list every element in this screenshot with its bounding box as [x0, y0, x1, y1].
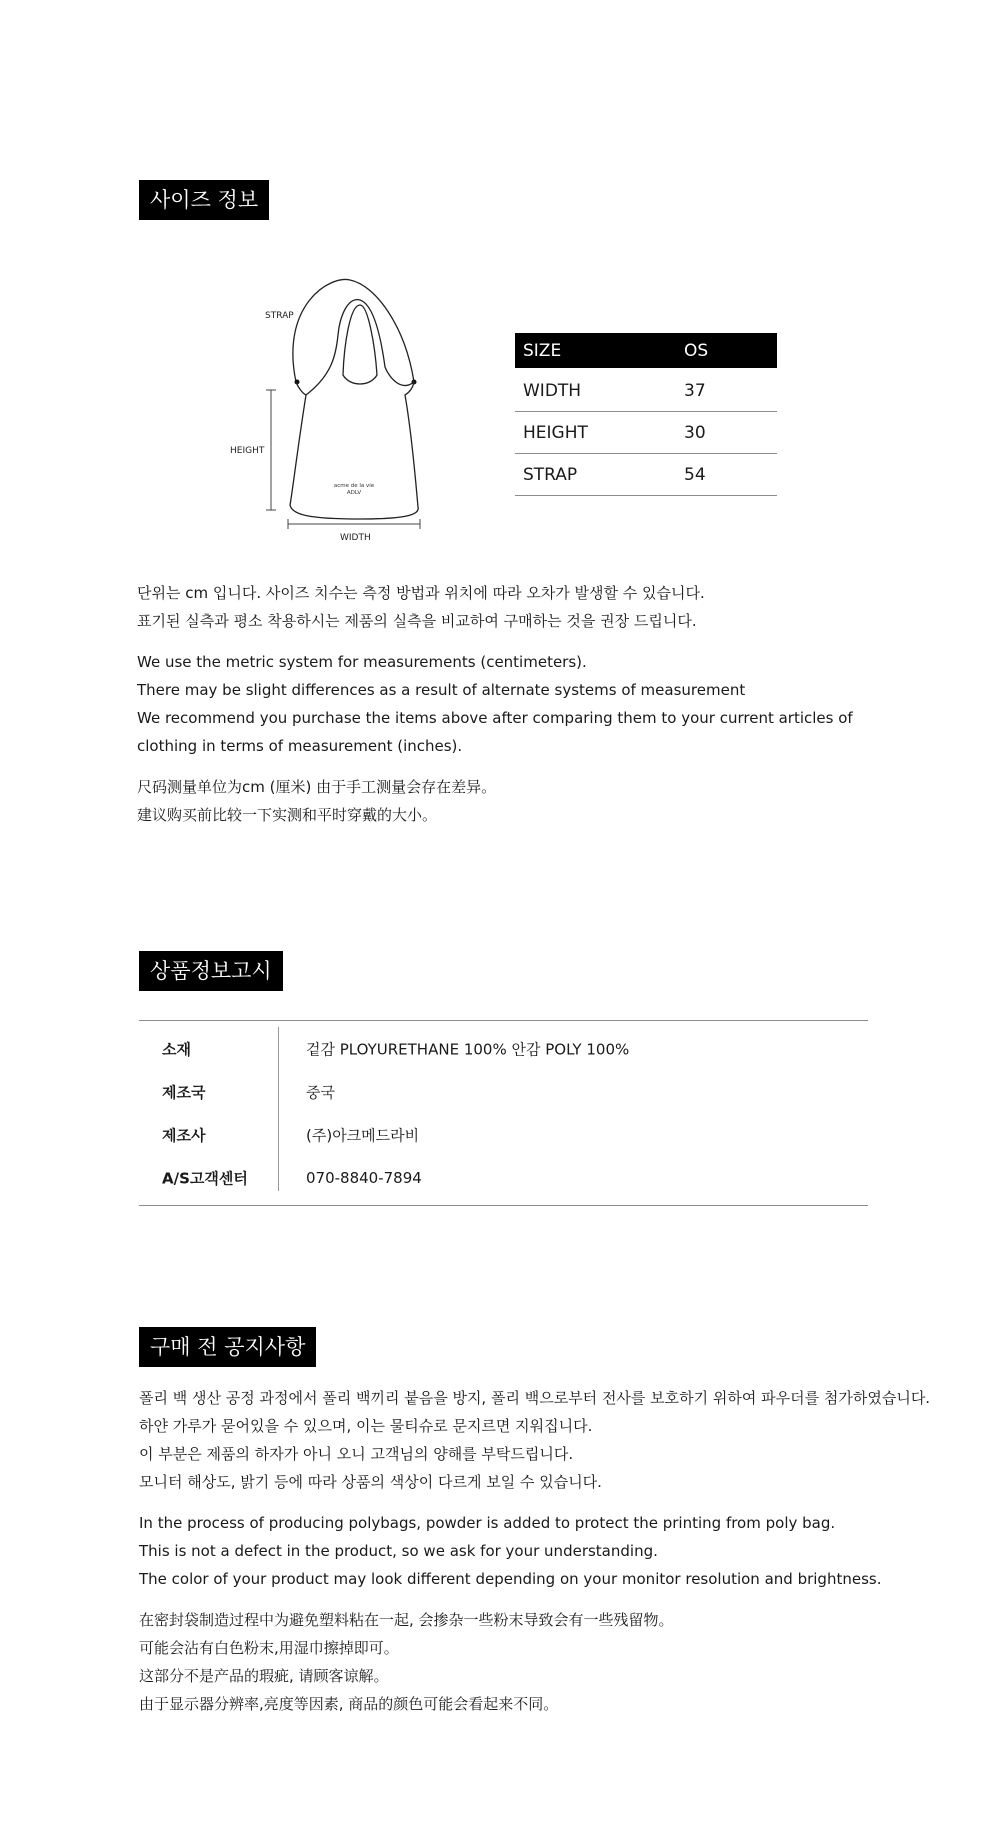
size-row-value: 54	[684, 464, 706, 485]
size-row-value: 30	[684, 422, 706, 443]
info-key: 제조국	[162, 1083, 206, 1101]
purchase-notes-en	[139, 1509, 881, 1593]
size-notes-en	[137, 648, 853, 760]
width-label: WIDTH	[340, 533, 371, 543]
size-row-strap	[515, 454, 777, 496]
size-info-heading: 사이즈 정보	[139, 180, 269, 220]
size-table-header	[515, 333, 777, 368]
text-line: 단위는 cm 입니다. 사이즈 치수는 측정 방법과 위치에 따라 오차가 발생할 수 있습니다.	[137, 584, 705, 602]
text-line: We use the metric system for measurements (centimeters).	[137, 653, 587, 671]
purchase-notes-zh	[139, 1606, 674, 1718]
purchase-notes-ko	[139, 1384, 930, 1496]
text-line: There may be slight differences as a result of alternate systems of measurement	[137, 681, 746, 699]
info-row-manufacturer	[139, 1113, 868, 1156]
info-value: (주)아크메드라비	[306, 1126, 420, 1144]
info-key: 소재	[162, 1040, 191, 1058]
text-line: 표기된 실측과 평소 착용하시는 제품의 실측을 비교하여 구매하는 것을 권장 드립니다.	[137, 612, 697, 630]
text-line: 모니터 해상도, 밝기 등에 따라 상품의 색상이 다르게 보일 수 있습니다.	[139, 1473, 602, 1491]
text-line: 由于显示器分辨率,亮度等因素, 商品的颜色可能会看起来不同。	[139, 1695, 559, 1713]
text-line: 尺码测量单位为cm (厘米) 由于手工测量会存在差异。	[137, 778, 497, 796]
size-notes-ko	[137, 579, 705, 635]
size-header-label: SIZE	[523, 340, 562, 361]
size-table	[515, 333, 777, 496]
info-value: 중국	[306, 1083, 335, 1101]
info-value: 겉감 PLOYURETHANE 100% 안감 POLY 100%	[306, 1040, 630, 1058]
info-value: 070-8840-7894	[306, 1168, 422, 1187]
info-row-cs	[139, 1156, 868, 1199]
product-info-table	[139, 1020, 868, 1206]
text-line: clothing in terms of measurement (inches).	[137, 737, 463, 755]
size-row-label: WIDTH	[523, 380, 582, 401]
strap-outline	[293, 279, 414, 382]
text-line: 这部分不是产品的瑕疵, 请顾客谅解。	[139, 1667, 389, 1685]
text-line: 在密封袋制造过程中为避免塑料粘在一起, 会掺杂一些粉末导致会有一些残留物。	[139, 1611, 674, 1629]
handle-cutout	[343, 305, 377, 384]
product-notice-heading: 상품정보고시	[139, 951, 283, 991]
size-row-label: HEIGHT	[523, 422, 588, 443]
size-header-value: OS	[684, 340, 709, 361]
text-line: The color of your product may look different depending on your monitor resolution and brightness.	[139, 1570, 882, 1588]
size-row-width	[515, 370, 777, 412]
text-line: 建议购买前比较一下实测和平时穿戴的大小。	[137, 806, 438, 824]
text-line: In the process of producing polybags, powder is added to protect the printing from poly bag.	[139, 1514, 836, 1532]
info-row-material	[139, 1027, 868, 1070]
text-line: 可能会沾有白色粉末,用湿巾擦掉即可。	[139, 1639, 399, 1657]
text-line: 이 부분은 제품의 하자가 아니 오니 고객님의 양해를 부탁드립니다.	[139, 1445, 574, 1463]
size-row-value: 37	[684, 380, 706, 401]
height-label: HEIGHT	[230, 446, 265, 456]
size-notes-zh	[137, 773, 496, 829]
text-line: We recommend you purchase the items above after comparing them to your current articles of	[137, 709, 853, 727]
text-line: This is not a defect in the product, so we ask for your understanding.	[139, 1542, 658, 1560]
bag-brand-line1: acme de la vie	[333, 483, 375, 489]
info-row-country	[139, 1070, 868, 1113]
info-key: 제조사	[162, 1126, 206, 1144]
size-row-height	[515, 412, 777, 454]
info-key: A/S고객센터	[162, 1169, 248, 1187]
strap-label: STRAP	[265, 311, 294, 321]
size-row-label: STRAP	[523, 464, 578, 485]
text-line: 하얀 가루가 묻어있을 수 있으며, 이는 물티슈로 문지르면 지워집니다.	[139, 1417, 593, 1435]
bag-brand-line2: ADLV	[346, 490, 362, 496]
text-line: 폴리 백 생산 공정 과정에서 폴리 백끼리 붙음을 방지, 폴리 백으로부터 전사를 보호하기 위하여 파우더를 첨가하였습니다.	[139, 1389, 931, 1407]
purchase-notice-heading: 구매 전 공지사항	[139, 1327, 316, 1367]
bag-size-diagram	[220, 275, 440, 545]
